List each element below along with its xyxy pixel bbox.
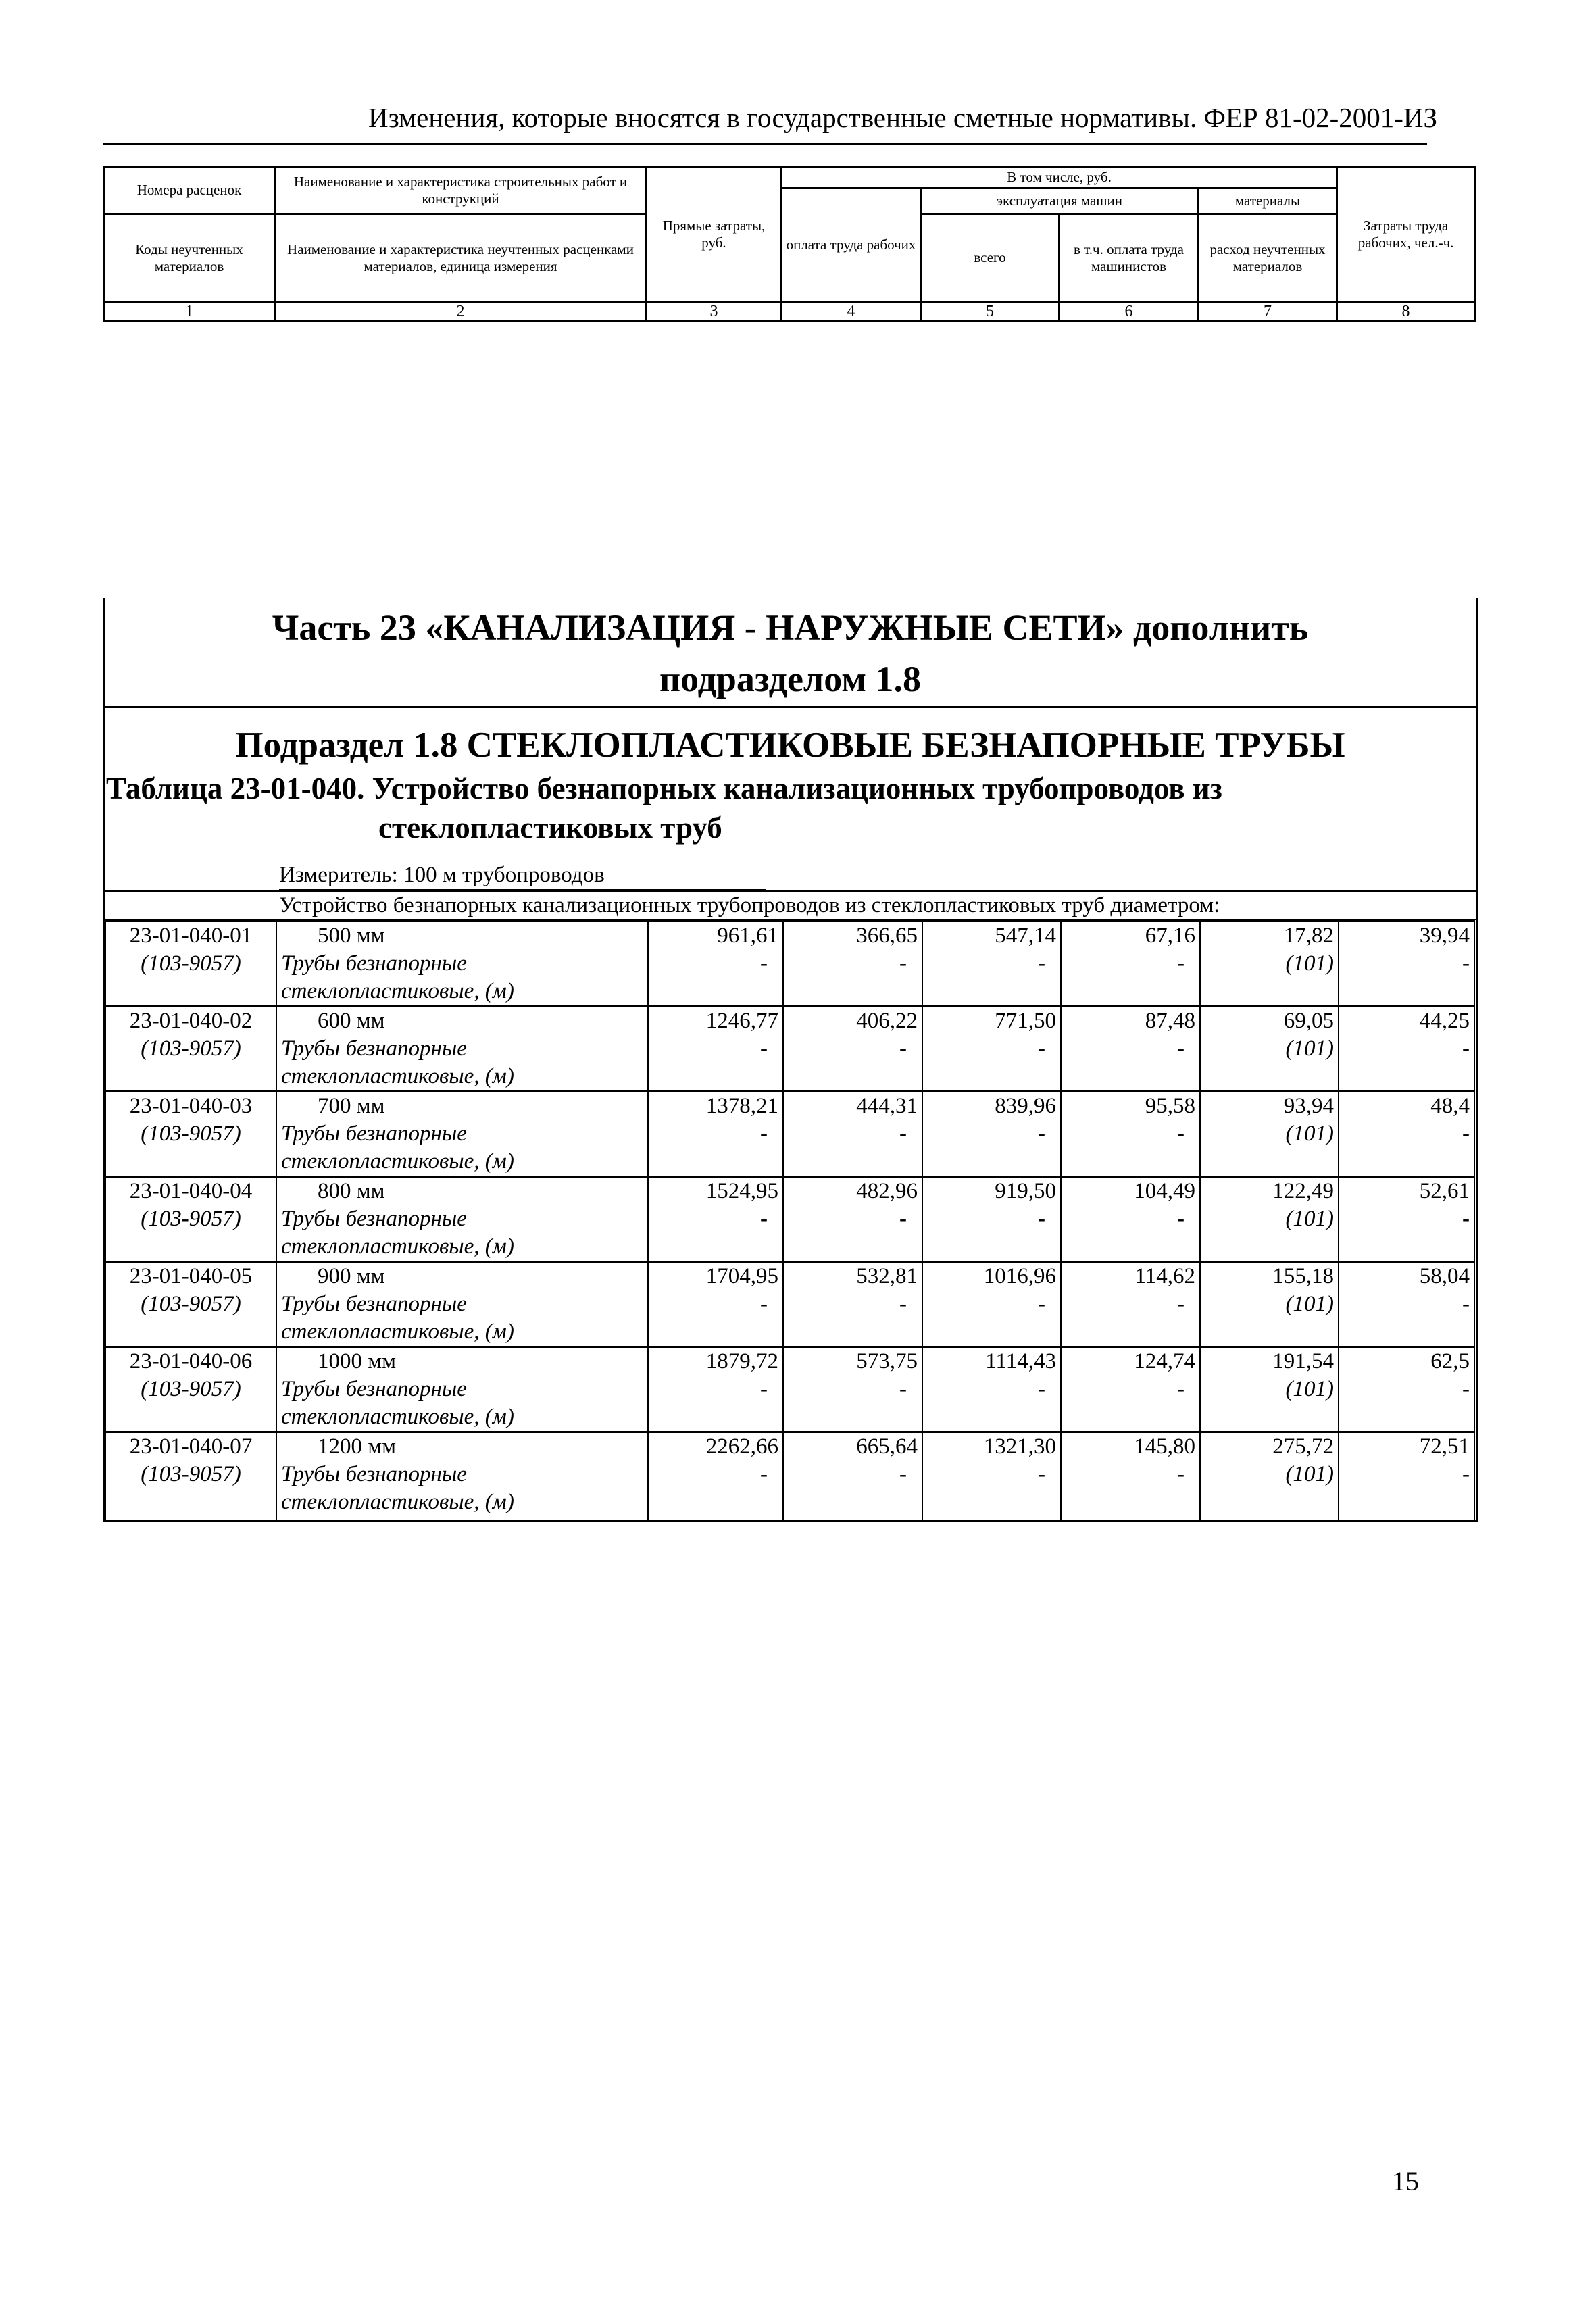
machines-total: 771,50 bbox=[922, 1007, 1061, 1036]
material-name: Трубы безнапорные bbox=[276, 1205, 648, 1233]
material-quantity: (101) bbox=[1200, 950, 1339, 978]
empty-cell bbox=[1061, 1233, 1200, 1262]
worker-wages: 482,96 bbox=[783, 1177, 922, 1206]
table-row bbox=[105, 1262, 1474, 1291]
rate-diameter: 1000 мм bbox=[276, 1347, 648, 1376]
empty-cell bbox=[648, 1403, 783, 1432]
rates-section bbox=[103, 598, 1478, 1522]
table-row-material-unit bbox=[105, 1318, 1474, 1347]
table-row-material-unit bbox=[105, 1488, 1474, 1520]
worker-wages: 406,22 bbox=[783, 1007, 922, 1036]
rate-diameter: 800 мм bbox=[276, 1177, 648, 1206]
header-rates-numbers: Номера расценок bbox=[104, 167, 275, 214]
empty-cell bbox=[1339, 1233, 1474, 1262]
empty-cell bbox=[648, 978, 783, 1007]
machines-total: 919,50 bbox=[922, 1177, 1061, 1206]
empty-cell bbox=[1339, 1318, 1474, 1347]
table-row bbox=[105, 1092, 1474, 1121]
empty-cell bbox=[922, 1233, 1061, 1262]
dash: - bbox=[1061, 1035, 1200, 1063]
material-name-unit: стеклопластиковые, (м) bbox=[276, 1063, 648, 1092]
table-row-material-unit bbox=[105, 978, 1474, 1007]
material-name-unit: стеклопластиковые, (м) bbox=[276, 1148, 648, 1177]
dash: - bbox=[648, 950, 783, 978]
dash: - bbox=[648, 1376, 783, 1403]
rate-diameter: 700 мм bbox=[276, 1092, 648, 1121]
empty-cell bbox=[1061, 978, 1200, 1007]
empty-cell bbox=[922, 1488, 1061, 1520]
material-name-unit: стеклопластиковые, (м) bbox=[276, 1403, 648, 1432]
direct-costs: 2262,66 bbox=[648, 1432, 783, 1461]
materials-cost: 69,05 bbox=[1200, 1007, 1339, 1036]
header-material-name: Наименование и характеристика неучтенных расценками материалов, единица измерения bbox=[275, 214, 647, 302]
materials-cost: 17,82 bbox=[1200, 922, 1339, 951]
material-quantity: (101) bbox=[1200, 1035, 1339, 1063]
operator-wages: 124,74 bbox=[1061, 1347, 1200, 1376]
table-row bbox=[105, 1007, 1474, 1036]
column-number: 6 bbox=[1059, 302, 1199, 322]
table-row bbox=[105, 1347, 1474, 1376]
header-including: В том числе, руб. bbox=[782, 167, 1337, 188]
dash: - bbox=[1061, 950, 1200, 978]
dash: - bbox=[783, 1205, 922, 1233]
empty-cell bbox=[783, 1403, 922, 1432]
dash: - bbox=[1339, 950, 1474, 978]
column-number: 8 bbox=[1337, 302, 1475, 322]
dash: - bbox=[783, 1290, 922, 1318]
material-code: (103-9057) bbox=[105, 1120, 276, 1148]
empty-cell bbox=[105, 1488, 276, 1520]
empty-cell bbox=[1339, 1063, 1474, 1092]
dash: - bbox=[648, 1120, 783, 1148]
empty-cell bbox=[922, 1318, 1061, 1347]
material-code: (103-9057) bbox=[105, 1290, 276, 1318]
empty-cell bbox=[648, 1233, 783, 1262]
dash: - bbox=[1339, 1461, 1474, 1488]
empty-cell bbox=[1061, 1318, 1200, 1347]
page-number: 15 bbox=[1392, 2166, 1419, 2196]
empty-cell bbox=[105, 1148, 276, 1177]
dash: - bbox=[922, 1376, 1061, 1403]
dash: - bbox=[1339, 1205, 1474, 1233]
dash: - bbox=[1061, 1120, 1200, 1148]
rates-table bbox=[105, 920, 1475, 1520]
header-machine-operation: эксплуатация машин bbox=[921, 188, 1199, 214]
table-row-material-unit bbox=[105, 1233, 1474, 1262]
running-header: Изменения, которые вносятся в государственные сметные нормативы. ФЕР 81-02-2001-ИЗ bbox=[368, 102, 1438, 133]
material-code: (103-9057) bbox=[105, 1205, 276, 1233]
table-row-material bbox=[105, 1376, 1474, 1403]
empty-cell bbox=[1200, 1233, 1339, 1262]
table-title bbox=[105, 769, 1476, 847]
material-code: (103-9057) bbox=[105, 1376, 276, 1403]
empty-cell bbox=[105, 1403, 276, 1432]
header-direct-costs: Прямые затраты, руб. bbox=[647, 167, 782, 302]
empty-cell bbox=[783, 1148, 922, 1177]
empty-cell bbox=[783, 978, 922, 1007]
labor-hours: 44,25 bbox=[1339, 1007, 1474, 1036]
worker-wages: 573,75 bbox=[783, 1347, 922, 1376]
dash: - bbox=[783, 950, 922, 978]
labor-hours: 39,94 bbox=[1339, 922, 1474, 951]
dash: - bbox=[1339, 1120, 1474, 1148]
rate-diameter: 900 мм bbox=[276, 1262, 648, 1291]
empty-cell bbox=[1061, 1488, 1200, 1520]
empty-cell bbox=[1061, 1403, 1200, 1432]
dash: - bbox=[1061, 1290, 1200, 1318]
column-number: 2 bbox=[275, 302, 647, 322]
empty-cell bbox=[922, 1063, 1061, 1092]
material-name: Трубы безнапорные bbox=[276, 1461, 648, 1488]
table-row-material bbox=[105, 1035, 1474, 1063]
part-title: Часть 23 «КАНАЛИЗАЦИЯ - НАРУЖНЫЕ СЕТИ» дополнить подразделом 1.8 bbox=[272, 607, 1309, 699]
dash: - bbox=[1061, 1205, 1200, 1233]
group-title: Устройство безнапорных канализационных трубопроводов из стеклопластиковых труб диаметром: bbox=[105, 890, 1476, 920]
labor-hours: 52,61 bbox=[1339, 1177, 1474, 1206]
dash: - bbox=[1061, 1461, 1200, 1488]
material-name: Трубы безнапорные bbox=[276, 1376, 648, 1403]
column-number: 1 bbox=[104, 302, 275, 322]
material-code: (103-9057) bbox=[105, 1461, 276, 1488]
material-name: Трубы безнапорные bbox=[276, 1120, 648, 1148]
rate-code: 23-01-040-03 bbox=[105, 1092, 276, 1121]
header-worker-wages: оплата труда рабочих bbox=[782, 188, 921, 302]
dash: - bbox=[1339, 1290, 1474, 1318]
operator-wages: 95,58 bbox=[1061, 1092, 1200, 1121]
direct-costs: 1879,72 bbox=[648, 1347, 783, 1376]
empty-cell bbox=[105, 1233, 276, 1262]
empty-cell bbox=[1200, 1148, 1339, 1177]
dash: - bbox=[922, 1120, 1061, 1148]
table-row bbox=[105, 1177, 1474, 1206]
rate-code: 23-01-040-05 bbox=[105, 1262, 276, 1291]
subsection-title: Подраздел 1.8 СТЕКЛОПЛАСТИКОВЫЕ БЕЗНАПОРНЫЕ ТРУБЫ bbox=[235, 726, 1345, 765]
empty-cell bbox=[1200, 978, 1339, 1007]
header-material-codes: Коды неучтенных материалов bbox=[104, 214, 275, 302]
column-number: 5 bbox=[921, 302, 1059, 322]
table-row-material bbox=[105, 950, 1474, 978]
header-materials: материалы bbox=[1199, 188, 1337, 214]
dash: - bbox=[648, 1290, 783, 1318]
dash: - bbox=[648, 1461, 783, 1488]
empty-cell bbox=[1339, 1403, 1474, 1432]
empty-cell bbox=[922, 1403, 1061, 1432]
table-row-material bbox=[105, 1290, 1474, 1318]
rate-diameter: 500 мм bbox=[276, 922, 648, 951]
part-block bbox=[105, 598, 1476, 708]
material-name: Трубы безнапорные bbox=[276, 1290, 648, 1318]
material-name-unit: стеклопластиковые, (м) bbox=[276, 1318, 648, 1347]
labor-hours: 62,5 bbox=[1339, 1347, 1474, 1376]
material-quantity: (101) bbox=[1200, 1376, 1339, 1403]
empty-cell bbox=[783, 1063, 922, 1092]
machines-total: 1016,96 bbox=[922, 1262, 1061, 1291]
material-name: Трубы безнапорные bbox=[276, 950, 648, 978]
empty-cell bbox=[922, 1148, 1061, 1177]
rate-diameter: 600 мм bbox=[276, 1007, 648, 1036]
header-machines-total: всего bbox=[921, 214, 1059, 302]
column-number: 3 bbox=[647, 302, 782, 322]
material-name: Трубы безнапорные bbox=[276, 1035, 648, 1063]
dash: - bbox=[648, 1205, 783, 1233]
header-labor-costs: Затраты труда рабочих, чел.-ч. bbox=[1337, 167, 1475, 302]
empty-cell bbox=[105, 1063, 276, 1092]
table-row bbox=[105, 922, 1474, 951]
direct-costs: 1378,21 bbox=[648, 1092, 783, 1121]
dash: - bbox=[922, 1035, 1061, 1063]
dash: - bbox=[922, 1290, 1061, 1318]
material-code: (103-9057) bbox=[105, 1035, 276, 1063]
direct-costs: 1704,95 bbox=[648, 1262, 783, 1291]
empty-cell bbox=[1200, 1318, 1339, 1347]
worker-wages: 665,64 bbox=[783, 1432, 922, 1461]
machines-total: 1321,30 bbox=[922, 1432, 1061, 1461]
rate-code: 23-01-040-02 bbox=[105, 1007, 276, 1036]
dash: - bbox=[783, 1120, 922, 1148]
materials-cost: 191,54 bbox=[1200, 1347, 1339, 1376]
empty-cell bbox=[1200, 1488, 1339, 1520]
material-code: (103-9057) bbox=[105, 950, 276, 978]
dash: - bbox=[922, 950, 1061, 978]
empty-cell bbox=[648, 1488, 783, 1520]
empty-cell bbox=[105, 1318, 276, 1347]
empty-cell bbox=[1200, 1403, 1339, 1432]
column-header-table bbox=[103, 166, 1476, 322]
worker-wages: 366,65 bbox=[783, 922, 922, 951]
direct-costs: 961,61 bbox=[648, 922, 783, 951]
operator-wages: 114,62 bbox=[1061, 1262, 1200, 1291]
empty-cell bbox=[1061, 1063, 1200, 1092]
empty-cell bbox=[648, 1318, 783, 1347]
empty-cell bbox=[922, 978, 1061, 1007]
labor-hours: 72,51 bbox=[1339, 1432, 1474, 1461]
operator-wages: 87,48 bbox=[1061, 1007, 1200, 1036]
material-quantity: (101) bbox=[1200, 1461, 1339, 1488]
operator-wages: 145,80 bbox=[1061, 1432, 1200, 1461]
table-title-line-2: стеклопластиковых труб bbox=[378, 811, 722, 845]
material-name-unit: стеклопластиковые, (м) bbox=[276, 978, 648, 1007]
materials-cost: 155,18 bbox=[1200, 1262, 1339, 1291]
machines-total: 839,96 bbox=[922, 1092, 1061, 1121]
column-number: 4 bbox=[782, 302, 921, 322]
empty-cell bbox=[648, 1063, 783, 1092]
dash: - bbox=[1061, 1376, 1200, 1403]
labor-hours: 58,04 bbox=[1339, 1262, 1474, 1291]
rate-diameter: 1200 мм bbox=[276, 1432, 648, 1461]
empty-cell bbox=[1339, 1148, 1474, 1177]
worker-wages: 532,81 bbox=[783, 1262, 922, 1291]
operator-wages: 67,16 bbox=[1061, 922, 1200, 951]
dash: - bbox=[1339, 1376, 1474, 1403]
header-operator-wages: в т.ч. оплата труда машинистов bbox=[1059, 214, 1199, 302]
labor-hours: 48,4 bbox=[1339, 1092, 1474, 1121]
dash: - bbox=[922, 1205, 1061, 1233]
direct-costs: 1246,77 bbox=[648, 1007, 783, 1036]
empty-cell bbox=[783, 1488, 922, 1520]
material-name-unit: стеклопластиковые, (м) bbox=[276, 1488, 648, 1520]
table-row-material bbox=[105, 1205, 1474, 1233]
measure-unit: Измеритель: 100 м трубопроводов bbox=[279, 861, 766, 890]
dash: - bbox=[648, 1035, 783, 1063]
materials-cost: 122,49 bbox=[1200, 1177, 1339, 1206]
empty-cell bbox=[783, 1318, 922, 1347]
dash: - bbox=[783, 1035, 922, 1063]
empty-cell bbox=[783, 1233, 922, 1262]
dash: - bbox=[1339, 1035, 1474, 1063]
table-row-material-unit bbox=[105, 1403, 1474, 1432]
table-row-material-unit bbox=[105, 1148, 1474, 1177]
column-number: 7 bbox=[1199, 302, 1337, 322]
empty-cell bbox=[1061, 1148, 1200, 1177]
table-row-material bbox=[105, 1461, 1474, 1488]
machines-total: 547,14 bbox=[922, 922, 1061, 951]
dash: - bbox=[783, 1461, 922, 1488]
rate-code: 23-01-040-07 bbox=[105, 1432, 276, 1461]
dash: - bbox=[922, 1461, 1061, 1488]
table-row-material bbox=[105, 1120, 1474, 1148]
materials-cost: 275,72 bbox=[1200, 1432, 1339, 1461]
empty-cell bbox=[1200, 1063, 1339, 1092]
material-quantity: (101) bbox=[1200, 1205, 1339, 1233]
header-divider bbox=[103, 143, 1427, 145]
machines-total: 1114,43 bbox=[922, 1347, 1061, 1376]
table-title-line-1: Таблица 23-01-040. Устройство безнапорных канализационных трубопроводов из bbox=[106, 772, 1222, 805]
worker-wages: 444,31 bbox=[783, 1092, 922, 1121]
rate-code: 23-01-040-01 bbox=[105, 922, 276, 951]
materials-cost: 93,94 bbox=[1200, 1092, 1339, 1121]
table-row-material-unit bbox=[105, 1063, 1474, 1092]
material-name-unit: стеклопластиковые, (м) bbox=[276, 1233, 648, 1262]
empty-cell bbox=[105, 978, 276, 1007]
dash: - bbox=[783, 1376, 922, 1403]
material-quantity: (101) bbox=[1200, 1120, 1339, 1148]
empty-cell bbox=[1339, 1488, 1474, 1520]
table-row bbox=[105, 1432, 1474, 1461]
header-unaccounted-materials: расход неучтенных материалов bbox=[1199, 214, 1337, 302]
empty-cell bbox=[1339, 978, 1474, 1007]
rate-code: 23-01-040-04 bbox=[105, 1177, 276, 1206]
rate-code: 23-01-040-06 bbox=[105, 1347, 276, 1376]
empty-cell bbox=[648, 1148, 783, 1177]
operator-wages: 104,49 bbox=[1061, 1177, 1200, 1206]
header-work-name: Наименование и характеристика строительных работ и конструкций bbox=[275, 167, 647, 214]
material-quantity: (101) bbox=[1200, 1290, 1339, 1318]
direct-costs: 1524,95 bbox=[648, 1177, 783, 1206]
